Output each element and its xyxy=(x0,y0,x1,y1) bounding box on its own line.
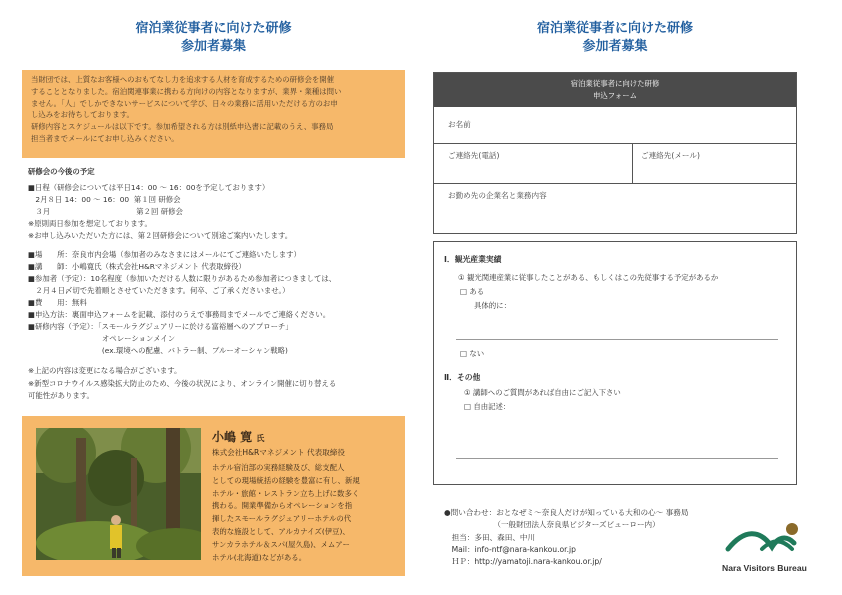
nara-visitors-bureau-logo xyxy=(722,521,828,573)
application-form xyxy=(433,72,797,234)
schedule-line: 2月８日 14：00 ～ 16：00 第１回 研修会 xyxy=(28,195,181,205)
question2: ① 講師へのご質問があれば自由にご記入下さい xyxy=(464,388,621,397)
contact-line: （一般財団法人奈良県ビジターズビューロー内） xyxy=(444,520,660,530)
schedule-line: ３月 第２回 研修会 xyxy=(28,207,183,217)
email-field-label: ご連絡先(メール) xyxy=(641,151,700,160)
contact-line[interactable]: ＨＰ：http://yamatoji.nara-kankou.or.jp/ xyxy=(444,557,602,567)
schedule-line: ■参加者（予定）：10名程度（参加いただける人数に限りがあるため参加者につきましては、 xyxy=(28,273,337,283)
option-free-text[interactable]: □ 自由記述： xyxy=(464,402,511,411)
intro-box xyxy=(22,70,405,158)
logo-mark-icon xyxy=(722,521,828,557)
schedule-line: オペレーションメイン xyxy=(28,334,176,344)
lecturer-honorific: 氏 xyxy=(256,434,265,443)
schedule-line: 可能性があります。 xyxy=(28,390,94,400)
name-field[interactable] xyxy=(434,107,796,143)
form-header-line1: 宿泊業従事者に向けた研修 xyxy=(570,79,660,88)
intro-line: ません。「人」でしかできないサービスについて学び、日々の業務に活用いただける方のお申 xyxy=(31,98,338,108)
form-header-line2: 申込フォーム xyxy=(593,91,637,100)
desc-line: 携わる。開業準備からオペレーションを指 xyxy=(212,501,353,511)
lecturer-name xyxy=(212,428,264,445)
intro-line: することとなりました。宿泊関連事業に携わる方向けの内容となりますが、業界・業種は問い xyxy=(31,86,342,96)
schedule-line: ■講 師：小嶋寛氏（株式会社H&Rマネジメント 代表取締役） xyxy=(28,261,246,271)
intro-line: 担当者までメールにてお申し込みください。 xyxy=(31,133,179,143)
desc-line: ホテル(北海道)などがある。 xyxy=(212,552,307,562)
contact-line: 担当：多田、森田、中川 xyxy=(444,532,536,542)
logo-text: Nara Visitors Bureau xyxy=(722,563,807,573)
phone-field-label: ご連絡先(電話) xyxy=(448,151,500,160)
contact-line[interactable]: Mail：info-ntf@nara-kankou.or.jp xyxy=(444,544,576,554)
question1: ① 観光関連産業に従事したことがある、もしくはこの先従事する予定があるか xyxy=(458,273,719,282)
left-title xyxy=(22,20,405,56)
desc-line: サンカラホテル＆スパ(屋久島)、メムアー xyxy=(212,539,350,549)
schedule-line: ※上記の内容は変更になる場合がございます。 xyxy=(28,366,182,376)
schedule-line: ※新型コロナウイルス感染拡大防止のため、今後の状況により、オンライン開催に切り替える xyxy=(28,378,337,388)
schedule-line: ■研修内容（予定）：「スモールラグジュアリーに於ける富裕層へのアプローチ」 xyxy=(28,322,293,332)
desc-line: ホテル宿泊部の実務経験及び、総支配人 xyxy=(212,463,345,472)
schedule-line: ※原則両日参加を想定しております。 xyxy=(28,219,152,229)
name-field-label: お名前 xyxy=(448,120,471,129)
option-no[interactable]: □ ない xyxy=(460,349,485,358)
lecturer-name-text: 小嶋 寛 xyxy=(212,430,253,444)
lecturer-role: 株式会社H&Rマネジメント 代表取締役 xyxy=(212,448,345,457)
section2-title: Ⅱ．その他 xyxy=(444,373,481,382)
desc-line: 表的な施設として、アルカナイズ(伊豆)、 xyxy=(212,526,350,536)
desc-line: ホテル・旅館・レストラン立ち上げに数多く xyxy=(212,488,360,498)
right-title-line1: 宿泊業従事者に向けた研修 xyxy=(536,21,693,36)
schedule-line: ■場 所：奈良市内会場（参加者のみなさまにはメールにてご連絡いたします） xyxy=(28,249,301,259)
contact-line: ●問い合わせ：おとなぜミ～奈良人だけが知っている大和の心～ 事務局 xyxy=(444,508,689,517)
lecturer-profile xyxy=(22,416,405,576)
questionnaire-box xyxy=(433,241,797,485)
form-header xyxy=(434,73,796,107)
left-title-line2: 参加者募集 xyxy=(180,39,246,54)
schedule-line: ■申込方法：裏面申込フォームを記載、添付のうえで事務局までメールでご連絡ください。 xyxy=(28,310,331,320)
right-title xyxy=(433,20,797,56)
schedule-line: ■費 用：無料 xyxy=(28,297,87,307)
company-field-label: お勤め先の企業名と業務内容 xyxy=(448,191,547,200)
right-title-line2: 参加者募集 xyxy=(582,39,648,54)
schedule-line: ■日程（研修会については平日14：00 ～ 16：00を予定しております） xyxy=(28,183,270,193)
desc-line: 揮したスモールラグジュアリーホテルの代 xyxy=(212,514,352,524)
phone-field[interactable] xyxy=(434,143,632,184)
detail-answer-line[interactable] xyxy=(456,339,778,340)
free-text-answer-line[interactable] xyxy=(456,458,778,459)
left-title-line1: 宿泊業従事者に向けた研修 xyxy=(135,21,292,36)
company-field[interactable] xyxy=(434,183,796,234)
email-field[interactable] xyxy=(632,143,797,184)
forest-photo-illustration xyxy=(36,428,201,560)
schedule-heading: 研修会の今後の予定 xyxy=(28,167,95,176)
schedule-line xyxy=(28,357,408,365)
desc-line: としての現場統括の経験を豊富に有し、新規 xyxy=(212,475,360,485)
option-yes[interactable]: □ ある xyxy=(460,287,485,296)
schedule-line: ２月４日〆切で先着順とさせていただきます。何卒、ご了承くださいませ。） xyxy=(28,285,290,295)
lecturer-description xyxy=(212,462,397,564)
intro-line: し込みをお待ちしております。 xyxy=(31,110,134,120)
schedule-section xyxy=(28,166,408,402)
schedule-line: ※お申し込みいただいた方には、第２回研修会について別途ご案内いたします。 xyxy=(28,231,293,241)
schedule-line: (ex.環境への配慮、バトラー制、ブルーオーシャン戦略) xyxy=(28,346,288,356)
lecturer-photo xyxy=(36,428,201,560)
intro-line: 研修内容とスケジュールは以下です。参加希望される方は別紙申込書に記載のうえ、事務局 xyxy=(31,122,334,132)
option-detail-label: 具体的に： xyxy=(474,301,511,310)
intro-line: 当財団では、上質なお客様へのおもてなし力を追求する人材を育成するための研修会を開催 xyxy=(31,75,335,84)
section1-title: Ⅰ．観光産業実績 xyxy=(444,255,502,264)
